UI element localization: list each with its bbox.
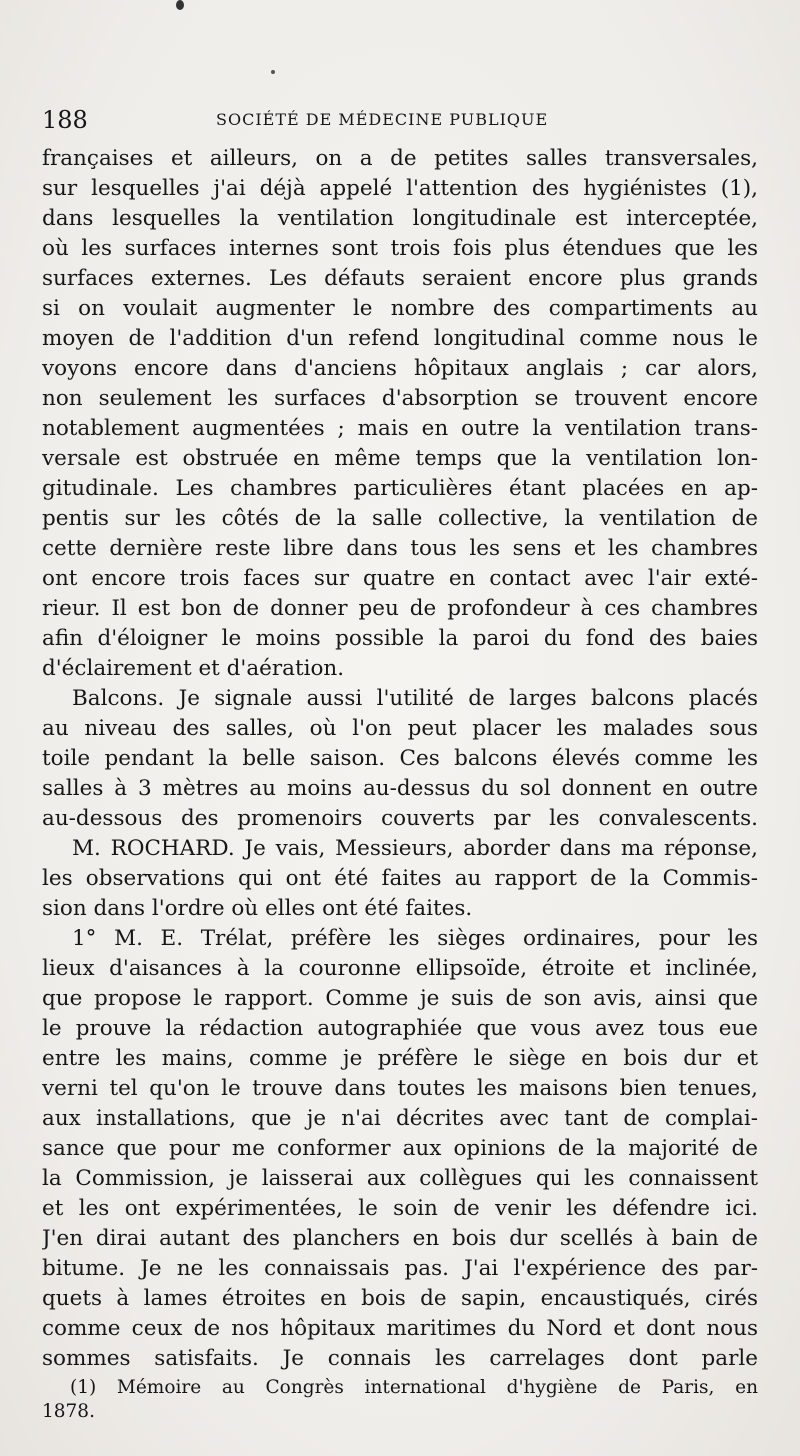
footnote-line: 1878. [42,1401,95,1422]
text-line: au niveau des salles, où l'on peut placer les malades sous [42,716,758,741]
text-line: la Commission, je laisserai aux collègues qui les connaissent [42,1166,758,1191]
text-line: voyons encore dans d'anciens hôpitaux anglais ; car alors, [42,356,758,381]
text-line: françaises et ailleurs, on a de petites salles transversales, [42,146,758,171]
text-line: au-dessous des promenoirs couverts par les convalescents. [42,806,758,831]
text-line: moyen de l'addition d'un refend longitudinal comme nous le [42,326,758,351]
text-line: sur lesquelles j'ai déjà appelé l'attention des hygiénistes (1), [42,176,758,201]
text-line: toile pendant la belle saison. Ces balcons élevés comme les [42,746,758,771]
body-text [42,144,758,1374]
text-line: les observations qui ont été faites au rapport de la Commis- [42,866,758,891]
text-line: verni tel qu'on le trouve dans toutes les maisons bien tenues, [42,1076,758,1101]
text-line: d'éclairement et d'aération. [42,656,345,681]
text-line: surfaces externes. Les défauts seraient encore plus grands [42,266,758,291]
print-speck [271,70,275,74]
text-line: entre les mains, comme je préfère le siège en bois dur et [42,1046,758,1071]
text-line: le prouve la rédaction autographiée que vous avez tous eue [42,1016,758,1041]
text-line: gitudinale. Les chambres particulières étant placées en ap- [42,476,758,501]
running-title: SOCIÉTÉ DE MÉDECINE PUBLIQUE [216,110,549,129]
text-line: sance que pour me conformer aux opinions de la majorité de [42,1136,758,1161]
footnote-line: (1) Mémoire au Congrès international d'hygiène de Paris, en [70,1377,758,1398]
text-line-balcons: Balcons. Je signale aussi l'utilité de larges balcons placés [72,686,758,711]
text-line: où les surfaces internes sont trois fois plus étendues que les [42,236,758,261]
text-line: afin d'éloigner le moins possible la paroi du fond des baies [42,626,758,651]
text-line: notablement augmentées ; mais en outre la ventilation trans- [42,416,758,441]
text-line: sion dans l'ordre où elles ont été faites. [42,896,473,921]
text-line: rieur. Il est bon de donner peu de profondeur à ces chambres [42,596,758,621]
text-line: aux installations, que je n'ai décrites avec tant de complai- [42,1106,758,1131]
text-line-rochard: M. ROCHARD. Je vais, Messieurs, aborder dans ma réponse, [72,836,758,861]
text-line: quets à lames étroites en bois de sapin, encaustiqués, cirés [42,1286,758,1311]
text-line: non seulement les surfaces d'absorption se trouvent encore [42,386,758,411]
text-line-trelat: 1° M. E. Trélat, préfère les sièges ordinaires, pour les [72,926,758,951]
text-line: pentis sur les côtés de la salle collective, la ventilation de [42,506,758,531]
page-number: 188 [42,106,88,134]
text-line: bitume. Je ne les connaissais pas. J'ai l'expérience des par- [42,1256,758,1281]
text-line: cette dernière reste libre dans tous les sens et les chambres [42,536,758,561]
text-line: comme ceux de nos hôpitaux maritimes du Nord et dont nous [42,1316,758,1341]
text-line: salles à 3 mètres au moins au-dessus du sol donnent en outre [42,776,758,801]
text-line: et les ont expérimentées, le soin de venir les défendre ici. [42,1196,758,1221]
text-line: lieux d'aisances à la couronne ellipsoïde, étroite et inclinée, [42,956,758,981]
page-header [42,104,758,136]
text-line: si on voulait augmenter le nombre des compartiments au [42,296,758,321]
text-line: ont encore trois faces sur quatre en contact avec l'air exté- [42,566,758,591]
footnote [42,1376,758,1424]
print-mark-dot [176,0,184,10]
text-line: J'en dirai autant des planchers en bois dur scellés à bain de [42,1226,758,1251]
text-line: que propose le rapport. Comme je suis de son avis, ainsi que [42,986,758,1011]
text-line: sommes satisfaits. Je connais les carrelages dont parle [42,1346,758,1371]
text-line: dans lesquelles la ventilation longitudinale est interceptée, [42,206,758,231]
text-line: versale est obstruée en même temps que la ventilation lon- [42,446,758,471]
